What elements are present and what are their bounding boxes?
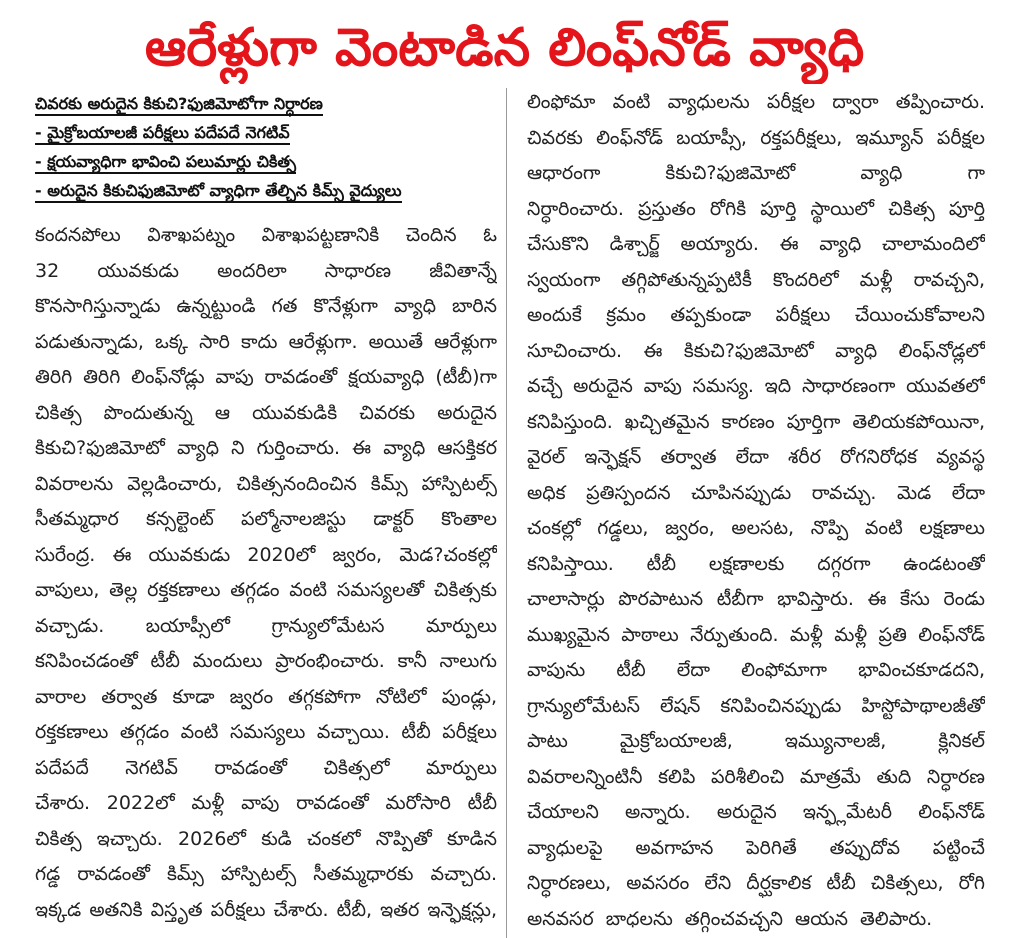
body-line: ఇక్కడ అతనికి విస్తృత పరీక్షలు చేశారు. టీబీ, ఇతర ఇన్ఫెక్షన్లు, — [35, 898, 497, 921]
body-line: లింఫోమా వంటి వ్యాధులను పరీక్షల ద్వారా తప్పించారు. — [527, 91, 985, 113]
body-line: పాటు మైక్రోబయాలజీ, ఇమ్యునాలజీ, క్లినికల్ — [527, 730, 985, 752]
headline: ఆరేళ్లుగా వెంటాడిన లింఫ్‌నోడ్ వ్యాధి — [144, 18, 865, 78]
subheadline-text: - మైక్రోబయాలజీ పరీక్షలు పదేపదే నెగటివ్ — [35, 123, 290, 145]
body-line: రక్తకణాలు తగ్గడం వంటి సమస్యలు వచ్చాయి. టీబీ పరీక్షలు — [35, 721, 497, 743]
body-line: వివరాలను వెల్లడించారు, చికిత్సనందించిన కిమ్స్ హాస్పిటల్స్ — [35, 472, 497, 495]
body-line: చేశారు. 2022లో మళ్లీ వాపు రావడంతో మరోసారి టీబీ — [35, 792, 497, 814]
left-column-body — [35, 218, 497, 928]
body-line: కనిపించడంతో టీబీ మందులు ప్రారంభించారు. కానీ నాలుగు — [35, 650, 497, 672]
subheadline-list — [35, 89, 497, 205]
body-line: వాపులు, తెల్ల రక్తకణాలు తగ్గడం వంటి సమస్యలతో చికిత్సకు — [35, 579, 497, 601]
body-line: చేయాలని అన్నారు. అరుదైన ఇన్ఫ్లమేటరీ లింఫ్‌నోడ్ — [527, 801, 985, 823]
body-line: వచ్చే అరుదైన వాపు సమస్య. ఇది సాధారణంగా యువతలో — [527, 375, 985, 397]
subheadline-text: - క్షయవ్యాధిగా భావించి పలుమార్లు చికిత్స — [35, 152, 296, 174]
body-line: నిర్ధారించారు. ప్రస్తుతం రోగికి పూర్తి స్థాయిలో చికిత్స పూర్తి — [527, 197, 985, 220]
right-column-body — [527, 85, 985, 937]
body-line: కనిపిస్తుంది. ఖచ్చితమైన కారణం పూర్తిగా తెలియకపోయినా, — [527, 410, 985, 433]
body-line: వచ్చాడు. బయాప్సీలో గ్రాన్యులోమేటస మార్పులు — [35, 614, 497, 637]
body-line: 32 యువకుడు అందరిలా సాధారణ జీవితాన్నే — [35, 259, 497, 282]
body-line: వాపును టీబీ లేదా లింఫోమాగా భావించకూడదని, — [527, 659, 985, 681]
subheadline — [35, 89, 497, 118]
body-line: చివరకు లింఫ్‌నోడ్ బయాప్సీ, రక్తపరీక్షలు, ఇమ్యూన్ పరీక్షల — [527, 126, 985, 149]
body-line: అందుకే క్రమం తప్పకుండా పరీక్షలు చేయించుకోవాలని — [527, 304, 985, 326]
body-line: ముఖ్యమైన పాఠాలు నేర్పుతుంది. మళ్లీ మళ్లీ ప్రతి లింఫ్‌నోడ్ — [527, 623, 985, 646]
body-line: నిర్ధారణలు, అవసరం లేని దీర్ఘకాలిక టీబీ చికిత్సలు, రోగి — [527, 872, 985, 894]
body-line: పడుతున్నాడు, ఒక్క సారి కాదు ఆరేళ్లుగా. అయితే ఆరేళ్లుగా — [35, 330, 497, 353]
body-line: ఆధారంగా కికుచి?ఫుజిమోటో వ్యాధి గా — [527, 162, 985, 184]
body-line: వివరాలన్నింటినీ కలిపి పరిశీలించి మాత్రమే తుది నిర్ధారణ — [527, 765, 985, 788]
body-line: చాలాసార్లు పొరపాటున టీబీగా భావిస్తారు. ఈ కేసు రెండు — [527, 588, 985, 610]
body-line: స్వయంగా తగ్గిపోతున్నప్పటికీ కొందరిలో మళ్లీ రావచ్చని, — [527, 268, 985, 291]
body-line: చంకల్లో గడ్డలు, జ్వరం, అలసట, నొప్పి వంటి లక్షణాలు — [527, 517, 985, 539]
body-line: కనిపిస్తాయి. టీబీ లక్షణాలకు దగ్గరగా ఉండటంతో — [527, 552, 985, 575]
body-line: సురేంద్ర. ఈ యువకుడు 2020లో జ్వరం, మెడ?చంకల్లో — [35, 543, 497, 566]
body-line: గ్రాన్యులోమేటస్ లేషన్ కనిపించినప్పుడు హిస్టోపాథాలజీతో — [527, 694, 985, 717]
body-line: గడ్డ రావడంతో కిమ్స్ హాస్పిటల్స్ సీతమ్మధారకు వచ్చారు. — [35, 863, 497, 885]
body-line: చేసుకొని డిశ్చార్జ్ అయ్యారు. ఈ వ్యాధి చాలామందిలో — [527, 233, 985, 255]
body-line: కికుచి?ఫుజిమోటో వ్యాధి ని గుర్తించారు. ఈ వ్యాధి ఆసక్తికర — [35, 437, 497, 459]
body-line: తిరిగి తిరిగి లింఫ్‌నోడ్లు వాపు రావడంతో క్షయవ్యాధి (టీబీ)గా — [35, 366, 497, 388]
subheadline-text: చివరకు అరుదైన కికుచి?ఫుజిమోటోగా నిర్ధారణ — [35, 94, 323, 116]
body-line: అధిక ప్రతిస్పందన చూపినప్పుడు రావచ్చు. మెడ లేదా — [527, 481, 985, 504]
body-line: చికిత్స ఇచ్చారు. 2026లో కుడి చంకలో నొప్పితో కూడిన — [35, 827, 497, 850]
body-line: సూచించారు. ఈ కికుచి?ఫుజిమోటో వ్యాధి లింఫ్‌నోడ్లలో — [527, 339, 985, 362]
subheadline — [35, 118, 497, 147]
subheadline — [35, 147, 497, 176]
body-line: వారాల తర్వాత కూడా జ్వరం తగ్గకపోగా నోటిలో పుండ్లు, — [35, 685, 497, 708]
body-line: సీతమ్మధార కన్సల్టెంట్ పల్మోనాలజిస్టు డాక్టర్ కొంతాల — [35, 508, 497, 530]
body-line: వైరల్ ఇన్ఫెక్షన్ తర్వాత లేదా శరీర రోగనిరోధక వ్యవస్థ — [527, 446, 985, 468]
body-line: కొనసాగిస్తున్నాడు ఉన్నట్టుండి గత కొనేళ్లుగా వ్యాధి బారిన — [35, 295, 497, 317]
body-line: పదేపదే నెగటివ్ రావడంతో చికిత్సలో మార్పులు — [35, 756, 497, 779]
column-divider — [506, 88, 507, 938]
body-line: చికిత్స పొందుతున్న ఆ యువకుడికి చివరకు అరుదైన — [35, 401, 497, 424]
body-line: వ్యాధులపై అవగాహన పెరిగితే తప్పుదోవ పట్టించే — [527, 836, 985, 859]
body-line: కందనపోలు విశాఖపట్నం విశాఖపట్టణానికి చెందిన ఓ — [35, 224, 497, 246]
subheadline — [35, 176, 497, 205]
subheadline-text: - అరుదైన కికుచిఫుజిమోటో వ్యాధిగా తేల్చిన కిమ్స్ వైద్యులు — [35, 181, 402, 203]
body-line: అనవసర బాధలను తగ్గించవచ్చని ఆయన తెలిపారు. — [527, 907, 933, 930]
